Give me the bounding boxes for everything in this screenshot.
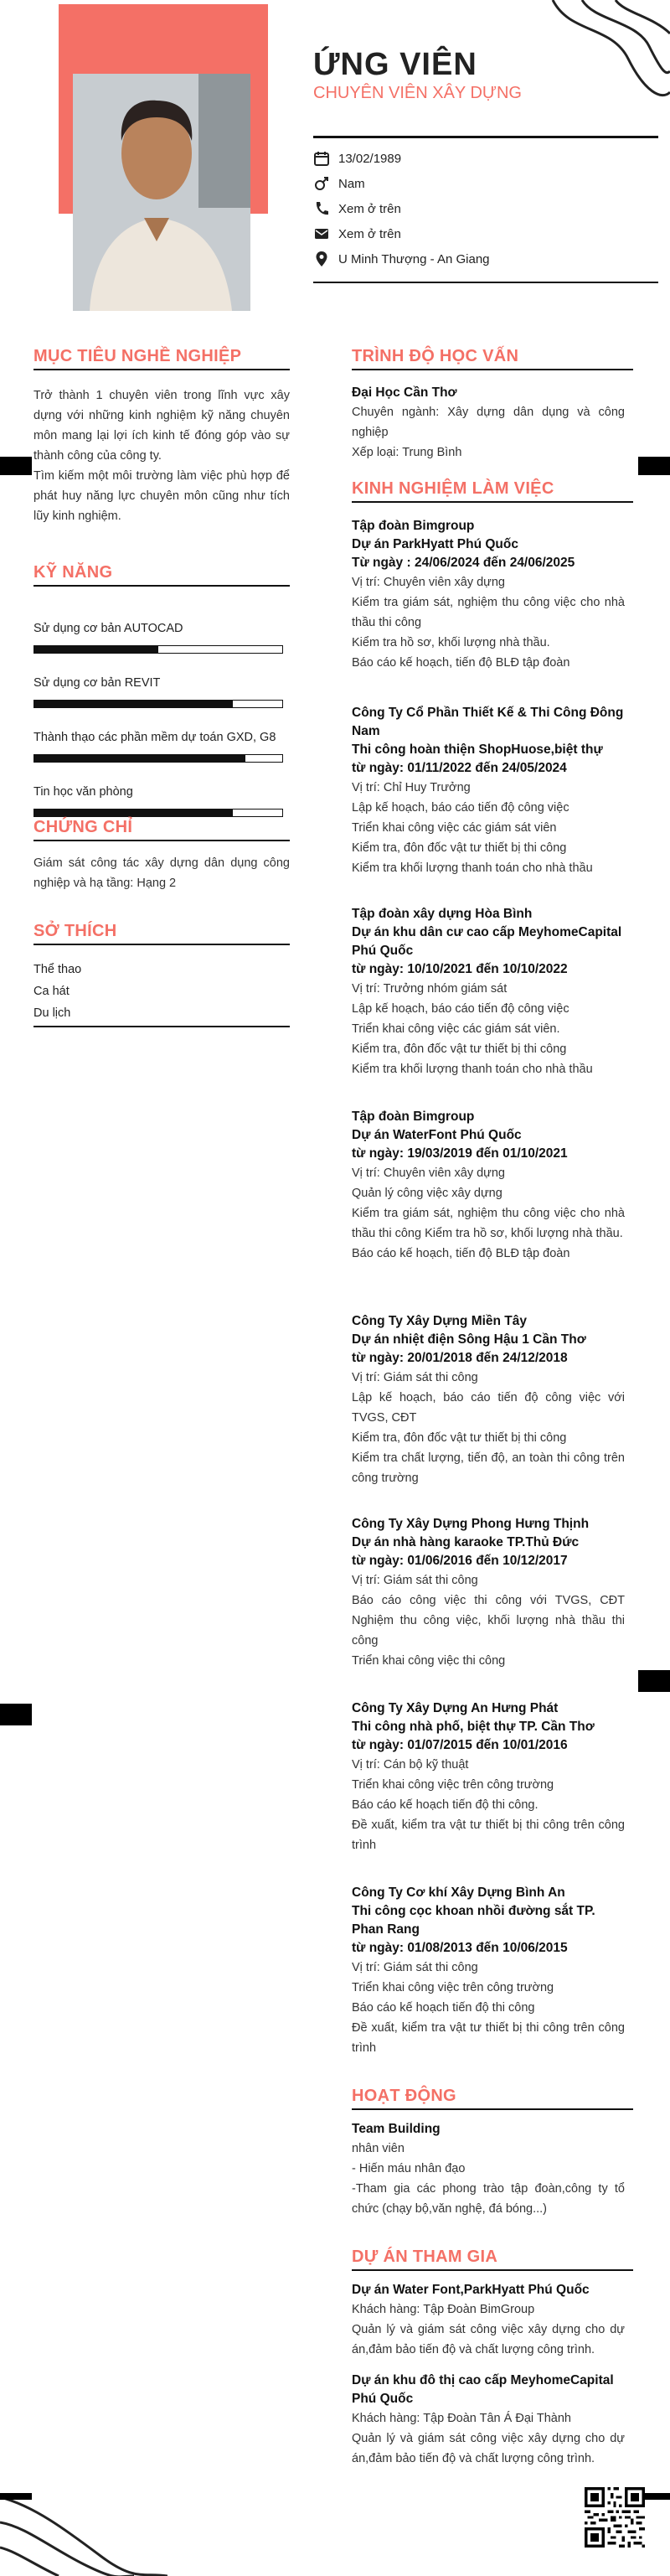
job-detail: Kiểm tra khối lượng thanh toán cho nhà thầu — [352, 861, 593, 875]
job-project: Dự án WaterFont Phú Quốc — [352, 1128, 522, 1142]
job-period: từ ngày: 10/10/2021 đến 10/10/2022 — [352, 962, 568, 976]
job-entry — [352, 1884, 625, 2058]
job-detail: Vị trí: Chuyên viên xây dựng — [352, 1166, 505, 1180]
skill-label: Tin học văn phòng — [34, 785, 133, 799]
section-divider — [352, 2269, 633, 2271]
job-project: Dự án nhiệt điện Sông Hậu 1 Cần Thơ — [352, 1332, 586, 1347]
education-block — [352, 384, 625, 463]
hobby-item: Du lịch — [34, 1006, 71, 1020]
hobbies-list — [34, 959, 81, 1024]
activity-detail: - Hiến máu nhân đạo — [352, 2162, 466, 2175]
activities-title: HOẠT ĐỘNG — [352, 2087, 456, 2105]
job-company: Công Ty Xây Dựng Phong Hưng Thịnh — [352, 1517, 590, 1531]
certificate-text: Giám sát công tác xây dựng dân dụng công nghiệp và hạ tầng: Hạng 2 — [34, 856, 290, 890]
skill-bar — [34, 645, 283, 654]
certificates-title: CHỨNG CHỈ — [34, 818, 133, 836]
job-company: Công Ty Xây Dựng An Hưng Phát — [352, 1701, 559, 1715]
project-desc: Quản lý và giám sát công việc xây dựng cho dự án,đảm bảo tiến độ và chất lượng công trình. — [352, 2432, 625, 2465]
job-entry — [352, 905, 625, 1079]
job-detail: Kiểm tra giám sát, nghiệm thu công việc cho nhà thầu thi công Kiểm tra hồ sơ, khối lượng nhà thầu. — [352, 1207, 625, 1240]
phone-value: Xem ở trên — [338, 201, 401, 216]
skill-bar — [34, 809, 283, 817]
objective-text: Trở thành 1 chuyên viên trong lĩnh vực xây dựng với những kinh nghiệm kỹ năng chuyên môn mang lại lợi ích kinh tế đóng góp vào sự thành công của công ty. — [34, 389, 290, 463]
job-detail: Vị trí: Giám sát thi công — [352, 1961, 478, 1974]
job-project: Dự án khu dân cư cao cấp MeyhomeCapital Phú Quốc — [352, 925, 622, 958]
candidate-title: CHUYÊN VIÊN XÂY DỰNG — [313, 84, 522, 102]
job-detail: Báo cáo công việc thi công với TVGS, CĐT Nghiệm thu công việc, khối lượng nhà thầu thi công — [352, 1594, 625, 1648]
job-detail: Kiểm tra chất lượng, tiến độ, an toàn thi công trên công trường — [352, 1451, 625, 1485]
activity-block — [352, 2120, 625, 2219]
job-detail: Triển khai công việc trên công trường — [352, 1778, 554, 1792]
job-company: Công Ty Cổ Phần Thiết Kế & Thi Công Đông Nam — [352, 706, 624, 738]
job-project: Dự án nhà hàng karaoke TP.Thủ Đức — [352, 1535, 580, 1549]
edge-marker — [638, 1670, 670, 1692]
birthdate-value: 13/02/1989 — [338, 151, 402, 166]
header-divider — [313, 136, 658, 138]
job-detail: Kiểm tra giám sát, nghiệm thu công việc cho nhà thầu thi công — [352, 596, 625, 629]
job-entry — [352, 1312, 625, 1488]
job-detail: Kiểm tra, đôn đốc vật tư thiết bị thi công — [352, 1042, 567, 1056]
job-period: từ ngày: 19/03/2019 đến 01/10/2021 — [352, 1146, 568, 1161]
email-value: Xem ở trên — [338, 226, 401, 241]
job-detail: Triển khai công việc các giám sát viên. — [352, 1022, 560, 1036]
job-detail: Lập kế hoạch, báo cáo tiến độ công việc — [352, 801, 570, 815]
gender-icon — [313, 175, 330, 192]
job-detail: Vị trí: Chỉ Huy Trưởng — [352, 781, 471, 794]
project-name: Dự án khu đô thị cao cấp MeyhomeCapital Phú Quốc — [352, 2373, 614, 2406]
education-title: TRÌNH ĐỘ HỌC VẤN — [352, 347, 519, 365]
section-divider — [352, 369, 633, 370]
skill-bar — [34, 700, 283, 708]
job-period: từ ngày: 01/06/2016 đến 10/12/2017 — [352, 1554, 568, 1568]
job-project: Thi công hoàn thiện ShopHuose,biệt thự — [352, 742, 603, 757]
objective-title: MỤC TIÊU NGHỀ NGHIỆP — [34, 347, 242, 365]
job-company: Công Ty Cơ khí Xây Dựng Bình An — [352, 1885, 565, 1900]
education-rank: Xếp loại: Trung Bình — [352, 446, 462, 459]
experience-title: KINH NGHIỆM LÀM VIỆC — [352, 479, 554, 498]
job-entry — [352, 1108, 625, 1264]
project-entry — [352, 2372, 625, 2469]
job-detail: Báo cáo kế hoạch, tiến độ BLĐ tập đoàn — [352, 656, 570, 670]
section-divider — [34, 585, 290, 587]
contact-gender — [313, 173, 365, 194]
skill-bar-fill — [34, 755, 245, 762]
section-divider — [34, 369, 290, 370]
person-silhouette-icon — [73, 74, 250, 311]
qr-code-icon — [585, 2487, 645, 2548]
job-company: Tập đoàn Bimgroup — [352, 519, 475, 533]
section-divider — [34, 944, 290, 945]
job-detail: Triển khai công việc trên công trường — [352, 1981, 554, 1994]
address-value: U Minh Thượng - An Giang — [338, 251, 490, 266]
contact-email — [313, 224, 401, 244]
job-detail: Vị trí: Giám sát thi công — [352, 1371, 478, 1384]
hobby-item: Ca hát — [34, 985, 70, 998]
job-project: Thi công cọc khoan nhồi đường sắt TP. Phan Rang — [352, 1904, 595, 1937]
activity-detail: -Tham gia các phong trào tập đoàn,công ty tổ chức (chạy bộ,văn nghệ, đá bóng...) — [352, 2182, 625, 2216]
skill-bar-fill — [34, 646, 158, 653]
education-major: Chuyên ngành: Xây dựng dân dụng và công nghiệp — [352, 406, 625, 439]
job-detail: Báo cáo kế hoạch tiến độ thi công. — [352, 1798, 539, 1812]
job-period: Từ ngày : 24/06/2024 đến 24/06/2025 — [352, 556, 575, 570]
phone-icon — [313, 200, 330, 217]
decorative-swirl-top — [536, 0, 670, 117]
job-detail: Vị trí: Trưởng nhóm giám sát — [352, 982, 508, 996]
job-detail: Báo cáo kế hoạch tiến độ thi công — [352, 2001, 535, 2015]
section-divider — [352, 501, 633, 503]
job-entry — [352, 704, 625, 878]
project-desc: Quản lý và giám sát công việc xây dựng cho dự án,đảm bảo tiến độ và chất lượng công trình. — [352, 2323, 625, 2356]
edge-marker — [0, 2493, 32, 2500]
job-company: Công Ty Xây Dựng Miền Tây — [352, 1314, 528, 1328]
edge-marker — [0, 457, 32, 475]
edge-marker — [0, 1704, 32, 1725]
job-detail: Kiểm tra, đôn đốc vật tư thiết bị thi công — [352, 841, 567, 855]
job-project: Dự án ParkHyatt Phú Quốc — [352, 537, 518, 551]
job-period: từ ngày: 20/01/2018 đến 24/12/2018 — [352, 1351, 568, 1365]
skill-bar-fill — [34, 810, 233, 816]
job-detail: Vị trí: Giám sát thi công — [352, 1574, 478, 1587]
job-detail: Báo cáo kế hoạch, tiến độ BLĐ tập đoàn — [352, 1247, 570, 1260]
project-client: Khách hàng: Tập Đoàn BimGroup — [352, 2303, 535, 2316]
job-period: từ ngày: 01/07/2015 đến 10/01/2016 — [352, 1738, 568, 1752]
project-entry — [352, 2281, 625, 2360]
projects-title: DỰ ÁN THAM GIA — [352, 2248, 498, 2266]
job-company: Tập đoàn xây dựng Hòa Bình — [352, 907, 533, 921]
job-entry — [352, 517, 625, 673]
job-detail: Triển khai công việc các giám sát viên — [352, 821, 557, 835]
job-detail: Kiểm tra hồ sơ, khối lượng nhà thầu. — [352, 636, 550, 649]
job-detail: Vị trí: Cán bộ kỹ thuật — [352, 1758, 469, 1772]
skill-label: Sử dụng cơ bản AUTOCAD — [34, 622, 183, 635]
job-detail: Kiểm tra, đôn đốc vật tư thiết bị thi công — [352, 1431, 567, 1445]
project-client: Khách hàng: Tập Đoàn Tân Á Đại Thành — [352, 2412, 571, 2425]
skills-title: KỸ NĂNG — [34, 563, 113, 582]
hobby-item: Thể thao — [34, 963, 82, 976]
school-name: Đại Học Cần Thơ — [352, 385, 457, 400]
skill-label: Thành thạo các phần mềm dự toán GXD, G8 — [34, 731, 276, 744]
skill-bar-fill — [34, 701, 233, 707]
job-detail: Quản lý công việc xây dựng — [352, 1187, 502, 1200]
job-detail: Đề xuất, kiểm tra vật tư thiết bị thi công trên công trình — [352, 2021, 625, 2055]
job-period: từ ngày: 01/11/2022 đến 24/05/2024 — [352, 761, 567, 775]
calendar-icon — [313, 150, 330, 167]
contact-birthdate — [313, 148, 401, 168]
job-entry — [352, 1699, 625, 1855]
job-detail: Vị trí: Chuyên viên xây dựng — [352, 576, 505, 589]
job-period: từ ngày: 01/08/2013 đến 10/06/2015 — [352, 1941, 568, 1955]
job-project: Thi công nhà phố, biệt thự TP. Cần Thơ — [352, 1720, 595, 1734]
skill-bar — [34, 754, 283, 763]
section-divider — [352, 2108, 633, 2110]
candidate-name: ỨNG VIÊN — [313, 47, 477, 82]
edge-marker — [638, 457, 670, 475]
contact-phone — [313, 199, 401, 219]
job-company: Tập đoàn Bimgroup — [352, 1110, 475, 1124]
candidate-photo — [73, 74, 250, 311]
job-entry — [352, 1515, 625, 1671]
skill-label: Sử dụng cơ bản REVIT — [34, 676, 161, 690]
gender-value: Nam — [338, 176, 365, 191]
location-pin-icon — [313, 251, 330, 267]
mail-icon — [313, 225, 330, 242]
hobbies-title: SỞ THÍCH — [34, 922, 117, 940]
job-detail: Kiểm tra khối lượng thanh toán cho nhà thầu — [352, 1063, 593, 1076]
activity-role: nhân viên — [352, 2142, 405, 2155]
activity-org: Team Building — [352, 2122, 441, 2136]
objective-text-2: Tìm kiếm một môi trường làm việc phù hợp để phát huy năng lực chuyên môn cũng như tích lũy kinh nghiệm. — [34, 469, 290, 523]
job-detail: Lập kế hoạch, báo cáo tiến độ công việc với TVGS, CĐT — [352, 1391, 625, 1425]
job-detail: Đề xuất, kiểm tra vật tư thiết bị thi công trên công trình — [352, 1818, 625, 1852]
contact-address — [313, 249, 490, 269]
section-divider — [34, 840, 290, 841]
section-divider — [34, 1026, 290, 1027]
job-detail: Lập kế hoạch, báo cáo tiến độ công việc — [352, 1002, 570, 1016]
job-detail: Triển khai công việc thi công — [352, 1654, 506, 1668]
contact-divider — [313, 282, 658, 283]
project-name: Dự án Water Font,ParkHyatt Phú Quốc — [352, 2283, 590, 2297]
